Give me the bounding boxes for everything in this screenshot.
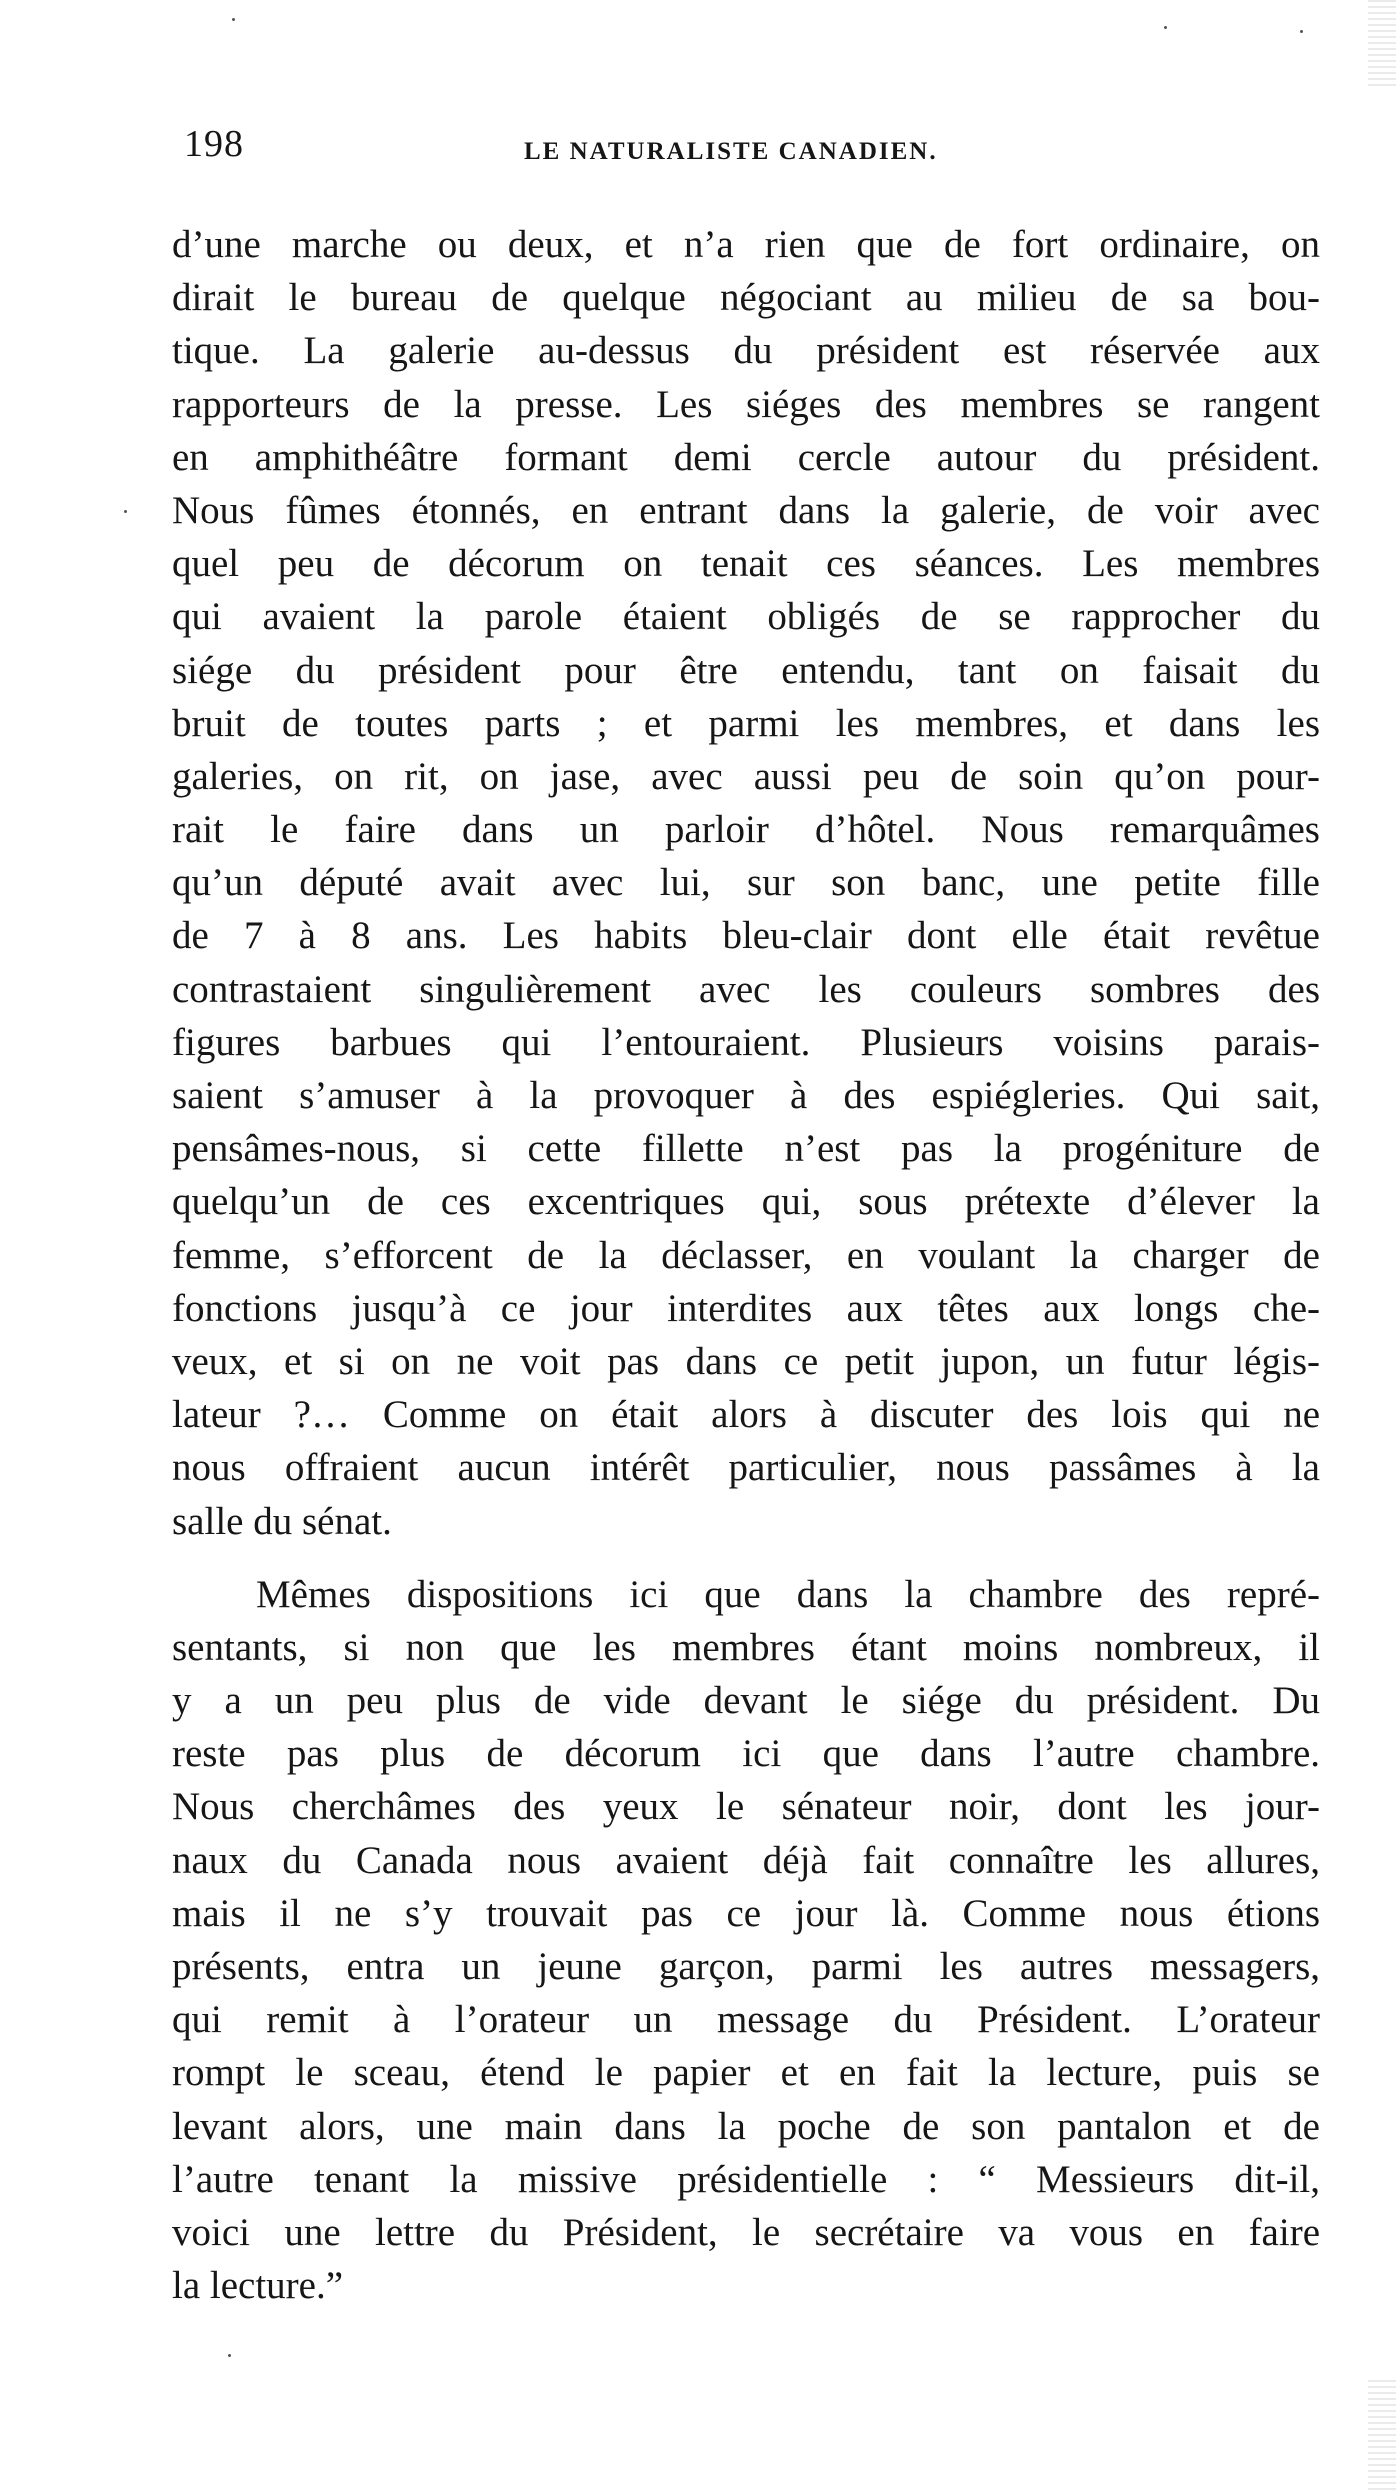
text-line: qui remit à l’orateur un message du Président. L’orateur <box>172 1998 1320 2042</box>
text-line: pensâmes-nous, si cette fillette n’est pas la progéniture de <box>172 1127 1320 1171</box>
journal-title: LE NATURALISTE CANADIEN. <box>524 138 938 165</box>
text-line: sentants, si non que les membres étant moins nombreux, il <box>172 1625 1320 1669</box>
text-line: y a un peu plus de vide devant le siége du président. Du <box>172 1679 1320 1723</box>
text-line: présents, entra un jeune garçon, parmi les autres messagers, <box>172 1945 1320 1988</box>
text-line: la lecture.” <box>172 2264 344 2308</box>
text-line: figures barbues qui l’entouraient. Plusieurs voisins parais- <box>172 1020 1320 1064</box>
scan-speck <box>1164 26 1167 29</box>
scan-speck <box>228 2354 231 2357</box>
text-line: quelqu’un de ces excentriques qui, sous prétexte d’élever la <box>172 1180 1320 1224</box>
text-line: de 7 à 8 ans. Les habits bleu-clair dont elle était revêtue <box>172 914 1320 958</box>
text-line: galeries, on rit, on jase, avec aussi peu de soin qu’on pour- <box>172 754 1320 798</box>
text-line: l’autre tenant la missive présidentielle : “ Messieurs dit-il, <box>172 2157 1320 2201</box>
text-line: Mêmes dispositions ici que dans la chambre des repré- <box>256 1572 1320 1616</box>
text-line: Nous cherchâmes des yeux le sénateur noir, dont les jour- <box>172 1785 1320 1829</box>
text-line: tique. La galerie au-dessus du président est réservée aux <box>172 329 1320 373</box>
text-line: Nous fûmes étonnés, en entrant dans la galerie, de voir avec <box>172 488 1320 532</box>
text-line: veux, et si on ne voit pas dans ce petit jupon, un futur légis- <box>172 1339 1320 1383</box>
text-line: rompt le sceau, étend le papier et en fait la lecture, puis se <box>172 2051 1320 2095</box>
text-line: en amphithéâtre formant demi cercle autour du président. <box>172 435 1320 479</box>
text-line: salle du sénat. <box>172 1499 392 1543</box>
scan-edge <box>1368 0 1396 90</box>
text-body <box>172 218 1320 2312</box>
text-line: fonctions jusqu’à ce jour interdites aux têtes aux longs che- <box>172 1286 1320 1330</box>
text-line: mais il ne s’y trouvait pas ce jour là. Comme nous étions <box>172 1891 1320 1935</box>
scan-speck <box>232 18 235 21</box>
paragraph-1 <box>172 218 1320 1548</box>
running-head <box>184 118 1312 178</box>
text-line: voici une lettre du Président, le secrétaire va vous en faire <box>172 2210 1320 2254</box>
text-line: levant alors, une main dans la poche de son pantalon et de <box>172 2104 1320 2148</box>
text-line: qu’un député avait avec lui, sur son banc, une petite fille <box>172 861 1320 905</box>
text-line: reste pas plus de décorum ici que dans l’autre chambre. <box>172 1732 1320 1776</box>
text-line: quel peu de décorum on tenait ces séances. Les membres <box>172 542 1320 586</box>
text-line: contrastaient singulièrement avec les couleurs sombres des <box>172 967 1320 1011</box>
text-line: lateur ?… Comme on était alors à discuter des lois qui ne <box>172 1393 1320 1437</box>
scan-speck <box>1300 30 1303 33</box>
text-line: dirait le bureau de quelque négociant au milieu de sa bou- <box>172 276 1320 320</box>
paragraph-2 <box>172 1568 1320 2313</box>
text-line: siége du président pour être entendu, tant on faisait du <box>172 648 1320 692</box>
text-line: nous offraient aucun intérêt particulier, nous passâmes à la <box>172 1446 1320 1490</box>
text-line: d’une marche ou deux, et n’a rien que de fort ordinaire, on <box>172 223 1320 266</box>
text-line: rait le faire dans un parloir d’hôtel. Nous remarquâmes <box>172 808 1320 852</box>
text-line: bruit de toutes parts ; et parmi les membres, et dans les <box>172 701 1320 745</box>
text-line: qui avaient la parole étaient obligés de se rapprocher du <box>172 595 1320 639</box>
text-line: naux du Canada nous avaient déjà fait connaître les allures, <box>172 1838 1320 1882</box>
text-line: femme, s’efforcent de la déclasser, en voulant la charger de <box>172 1233 1320 1277</box>
page-number: 198 <box>184 123 244 165</box>
scan-edge <box>1368 2380 1396 2490</box>
scan-speck <box>124 510 127 513</box>
text-line: rapporteurs de la presse. Les siéges des membres se rangent <box>172 382 1320 426</box>
text-line: saient s’amuser à la provoquer à des espiégleries. Qui sait, <box>172 1074 1320 1117</box>
